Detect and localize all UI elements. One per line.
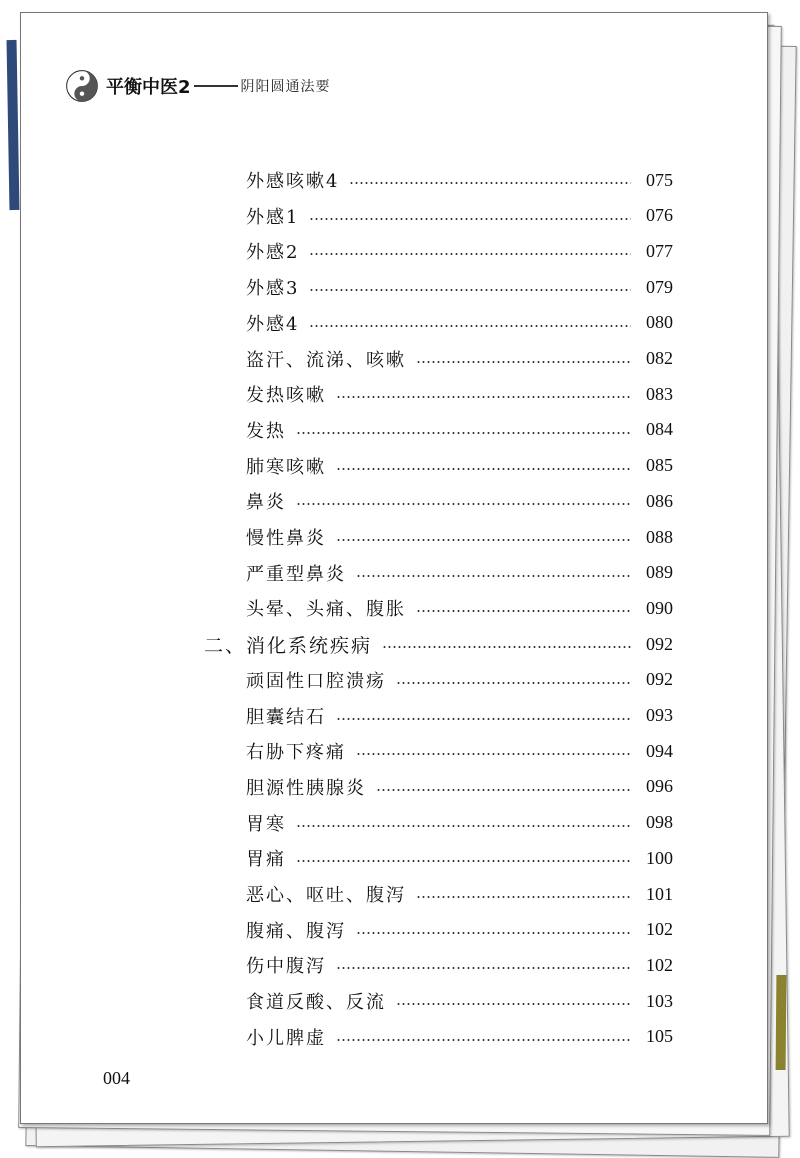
toc-entry-page-number: 083 (646, 383, 673, 404)
toc-entry[interactable] (246, 558, 673, 588)
dot-leader (336, 539, 631, 541)
dot-leader (396, 1003, 631, 1005)
toc-entry-title: 胆源性胰腺炎 (246, 777, 366, 799)
toc-entry-title: 发热 (246, 420, 286, 442)
title-dash (194, 85, 238, 87)
toc-entry-page-number: 101 (646, 883, 673, 904)
dot-leader (416, 610, 631, 612)
book-page (20, 12, 768, 1124)
toc-entry-page-number: 103 (646, 990, 673, 1011)
toc-entry-page-number: 089 (646, 562, 673, 583)
toc-entry[interactable] (246, 915, 673, 945)
toc-entry-page-number: 079 (646, 276, 673, 297)
toc-entry-page-number: 075 (646, 169, 673, 190)
toc-entry[interactable] (246, 486, 673, 516)
toc-entry-title: 恶心、呕吐、腹泻 (246, 885, 406, 906)
dot-leader (349, 182, 631, 184)
dot-leader (356, 932, 631, 934)
page-number: 004 (103, 1068, 130, 1088)
toc-entry-title: 外感咳嗽4 (246, 171, 340, 192)
toc-entry[interactable] (246, 308, 673, 338)
book-title: 平衡中医2 (106, 77, 191, 98)
toc-entry[interactable] (246, 843, 673, 873)
toc-entry-page-number: 085 (646, 455, 673, 476)
toc-entry[interactable] (246, 236, 673, 266)
toc-entry[interactable] (246, 736, 673, 766)
toc-entry[interactable] (246, 201, 673, 231)
toc-entry[interactable] (246, 1022, 673, 1052)
dot-leader (309, 218, 631, 220)
toc-entry-page-number: 098 (646, 812, 673, 833)
toc-entry-page-number: 086 (646, 490, 673, 511)
toc-entry-page-number: 096 (646, 776, 673, 797)
dot-leader (309, 253, 631, 255)
toc-entry-title: 外感1 (246, 206, 300, 228)
toc-entry[interactable] (246, 701, 673, 731)
toc-entry-page-number: 102 (646, 954, 673, 975)
toc-entry[interactable] (246, 451, 673, 481)
dot-leader (336, 718, 631, 720)
dot-leader (376, 789, 631, 791)
dot-leader (356, 575, 631, 577)
dot-leader (382, 646, 631, 648)
dot-leader (336, 1039, 631, 1041)
toc-entry[interactable] (246, 415, 673, 445)
running-header (66, 68, 331, 104)
toc-entry-title: 食道反酸、反流 (246, 992, 386, 1014)
dot-leader (336, 468, 631, 470)
toc-entry[interactable] (246, 986, 673, 1016)
dot-leader (396, 682, 631, 684)
toc-entry-title: 外感2 (246, 242, 300, 264)
toc-entry-title: 鼻炎 (246, 492, 286, 514)
toc-entry-page-number: 094 (646, 740, 673, 761)
toc-entry-page-number: 077 (646, 240, 673, 261)
dot-leader (296, 432, 631, 434)
toc-entry-page-number: 084 (646, 419, 673, 440)
toc-entry-page-number: 093 (646, 705, 673, 725)
toc-entry[interactable] (246, 379, 673, 409)
toc-entry-page-number: 088 (646, 526, 673, 547)
book-subtitle: 阴阳圆通法要 (240, 79, 331, 95)
toc-entry-title: 腹痛、腹泻 (246, 920, 346, 942)
toc-entry-title: 外感4 (246, 313, 300, 335)
toc-entry-page-number: 090 (646, 597, 673, 618)
toc-section-entry[interactable] (204, 629, 673, 659)
toc-entry-page-number: 080 (646, 312, 673, 333)
toc-entry[interactable] (246, 165, 673, 195)
toc-entry-title: 胃痛 (246, 849, 286, 871)
toc-entry-title: 胆囊结石 (246, 706, 326, 728)
book-edge-accent (7, 40, 20, 210)
toc-entry-title: 发热咳嗽 (246, 385, 326, 407)
toc-entry-title: 伤中腹泻 (246, 956, 326, 978)
toc-entry-title: 慢性鼻炎 (246, 528, 326, 549)
toc-entry[interactable] (246, 879, 673, 909)
yin-yang-icon (66, 70, 98, 102)
dot-leader (416, 361, 631, 363)
toc-entry-page-number: 100 (646, 847, 673, 868)
toc-entry-title: 头晕、头痛、腹胀 (246, 599, 406, 621)
toc-entry-page-number: 102 (646, 919, 673, 940)
toc-entry[interactable] (246, 522, 673, 552)
toc-entry[interactable] (246, 808, 673, 838)
dot-leader (296, 503, 631, 505)
toc-entry-title: 小儿脾虚 (246, 1027, 326, 1049)
dot-leader (336, 396, 631, 398)
toc-entry[interactable] (246, 665, 673, 695)
dot-leader (309, 325, 631, 327)
dot-leader (416, 896, 631, 898)
toc-entry-title: 盗汗、流涕、咳嗽 (246, 349, 406, 371)
toc-entry[interactable] (246, 272, 673, 302)
toc-entry-title: 顽固性口腔溃疡 (246, 670, 386, 692)
toc-entry-title: 外感3 (246, 278, 300, 300)
toc-entry-page-number: 092 (646, 633, 673, 654)
toc-entry[interactable] (246, 772, 673, 802)
toc-entry-title: 胃寒 (246, 813, 286, 835)
book-edge-accent (776, 975, 787, 1070)
toc-entry-page-number: 082 (646, 348, 673, 368)
toc-entry-page-number: 092 (646, 669, 673, 690)
dot-leader (309, 289, 631, 291)
toc-entry-title: 肺寒咳嗽 (246, 456, 326, 478)
toc-entry-title: 二、消化系统疾病 (204, 634, 373, 657)
toc-entry[interactable] (246, 593, 673, 623)
dot-leader (356, 753, 631, 755)
toc-entry[interactable] (246, 950, 673, 980)
toc-entry-page-number: 105 (646, 1026, 673, 1047)
dot-leader (296, 860, 631, 862)
dot-leader (296, 825, 631, 827)
toc-entry[interactable] (246, 344, 673, 374)
toc-entry-title: 右胁下疼痛 (246, 742, 346, 764)
toc-entry-page-number: 076 (646, 205, 673, 226)
toc-entry-title: 严重型鼻炎 (246, 563, 346, 585)
dot-leader (336, 967, 631, 969)
